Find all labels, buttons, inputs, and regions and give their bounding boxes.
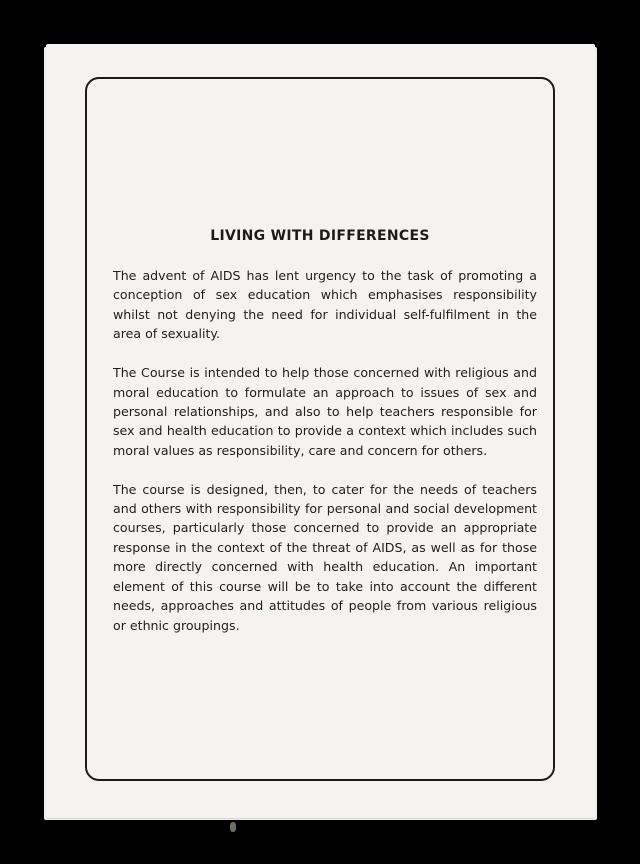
paragraph-course-design: The course is designed, then, to cater for the needs of teachers and others with responsibility for personal and social development courses, particularly those concerned to provide an appropriate response in the context of the threat of AIDS, as well as for those more directly concerned with health education. An important element of this course will be to take into account the different needs, approaches and attitudes of people from various religious or ethnic groupings. [113, 481, 537, 633]
page-title: LIVING WITH DIFFERENCES [210, 228, 430, 244]
paragraph-course-intent: The Course is intended to help those concerned with religious and moral education to formulate an approach to issues of sex and personal relationships, and also to help teachers responsible for sex and health education to provide a context which includes such moral values as responsibility, care and concern for others. [113, 365, 537, 458]
paragraph-intro: The advent of AIDS has lent urgency to the task of promoting a conception of sex education which emphasises responsibility whilst not denying the need for individual self-fulfilment in the area of sexuality. [113, 268, 537, 342]
body-text [113, 266, 537, 654]
paper-mark [230, 822, 236, 832]
